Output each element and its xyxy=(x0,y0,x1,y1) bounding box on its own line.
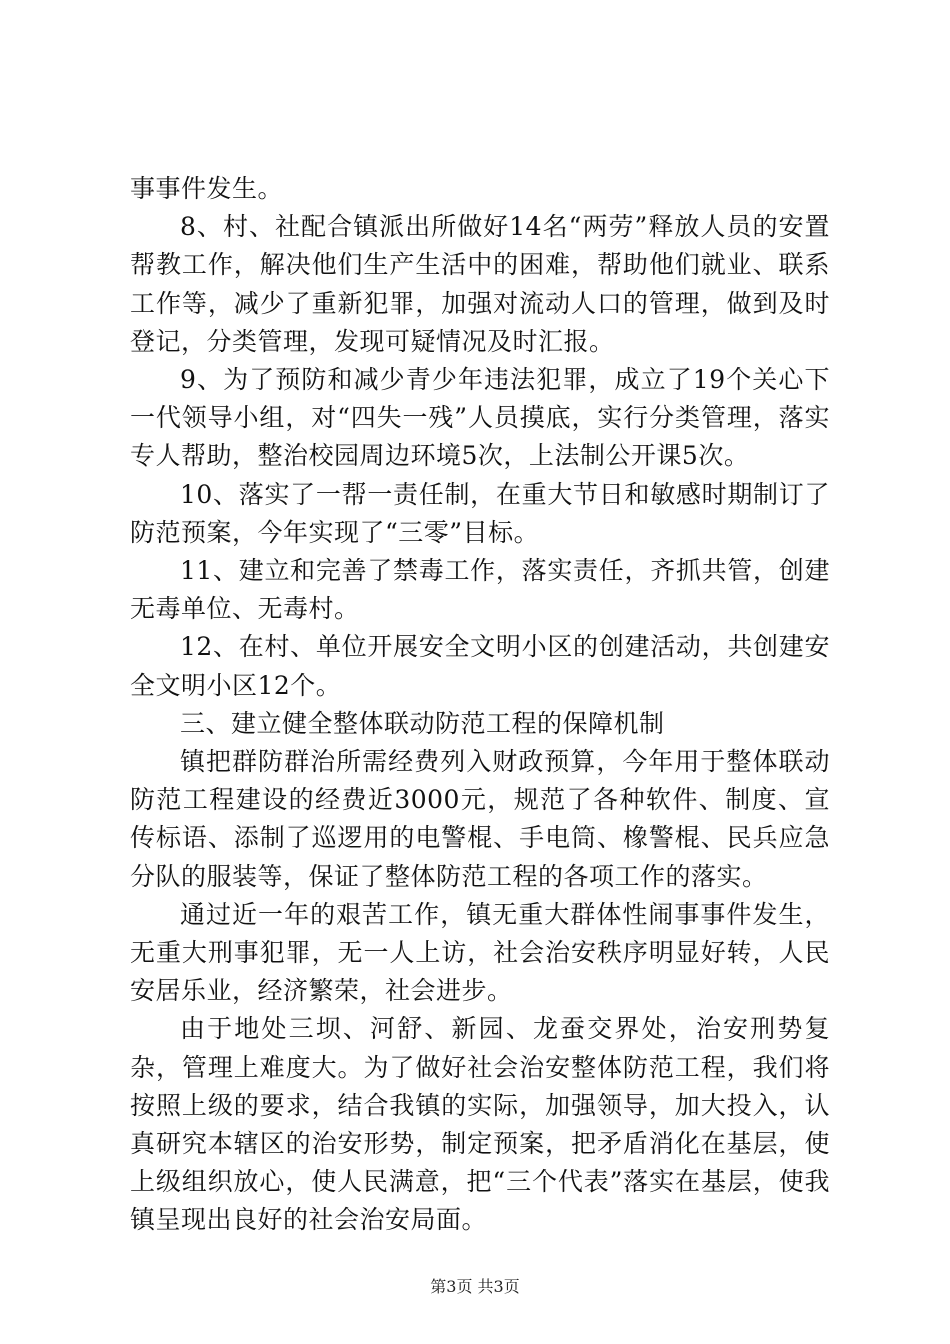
paragraph-continuation: 事事件发生。 xyxy=(130,174,284,203)
paragraph-item-9: 9、为了预防和减少青少年违法犯罪，成立了19个关心下一代领导小组，对“四失一残”人员摸底，实行分类管理，落实专人帮助，整治校园周边环境5次，上法制公开课5次。 xyxy=(130,365,830,471)
page-footer: 第3页 共3页 xyxy=(430,1277,520,1296)
paragraph-funding: 镇把群防群治所需经费列入财政预算，今年用于整体联动防范工程建设的经费近3000元，规范了各种软件、制度、宣传标语、添制了巡逻用的电警棍、手电筒、橡警棍、民兵应急分队的服装等，保证了整体防范工程的各项工作的落实。 xyxy=(130,747,830,891)
paragraph-item-11: 11、建立和完善了禁毒工作，落实责任，齐抓共管，创建无毒单位、无毒村。 xyxy=(130,556,830,624)
paragraph-outlook: 由于地处三坝、河舒、新园、龙蚕交界处，治安刑势复杂，管理上难度大。为了做好社会治安整体防范工程，我们将按照上级的要求，结合我镇的实际，加强领导，加大投入，认真研究本辖区的治安形势，制定预案，把矛盾消化在基层，使上级组织放心，使人民满意，把“三个代表”落实在基层，使我镇呈现出良好的社会治安局面。 xyxy=(130,1014,830,1235)
paragraph-item-8: 8、村、社配合镇派出所做好14名“两劳”释放人员的安置帮教工作，解决他们生产生活中的困难，帮助他们就业、联系工作等，减少了重新犯罪，加强对流动人口的管理，做到及时登记，分类管理，发现可疑情况及时汇报。 xyxy=(130,212,830,356)
paragraph-item-10: 10、落实了一帮一责任制，在重大节日和敏感时期制订了防范预案，今年实现了“三零”目标。 xyxy=(130,479,830,547)
paragraph-item-12: 12、在村、单位开展安全文明小区的创建活动，共创建安全文明小区12个。 xyxy=(130,632,830,700)
paragraph-results: 通过近一年的艰苦工作，镇无重大群体性闹事事件发生，无重大刑事犯罪，无一人上访，社会治安秩序明显好转，人民安居乐业，经济繁荣，社会进步。 xyxy=(130,899,830,1006)
document-body xyxy=(130,170,830,1240)
section-heading-3: 三、建立健全整体联动防范工程的保障机制 xyxy=(180,708,665,738)
